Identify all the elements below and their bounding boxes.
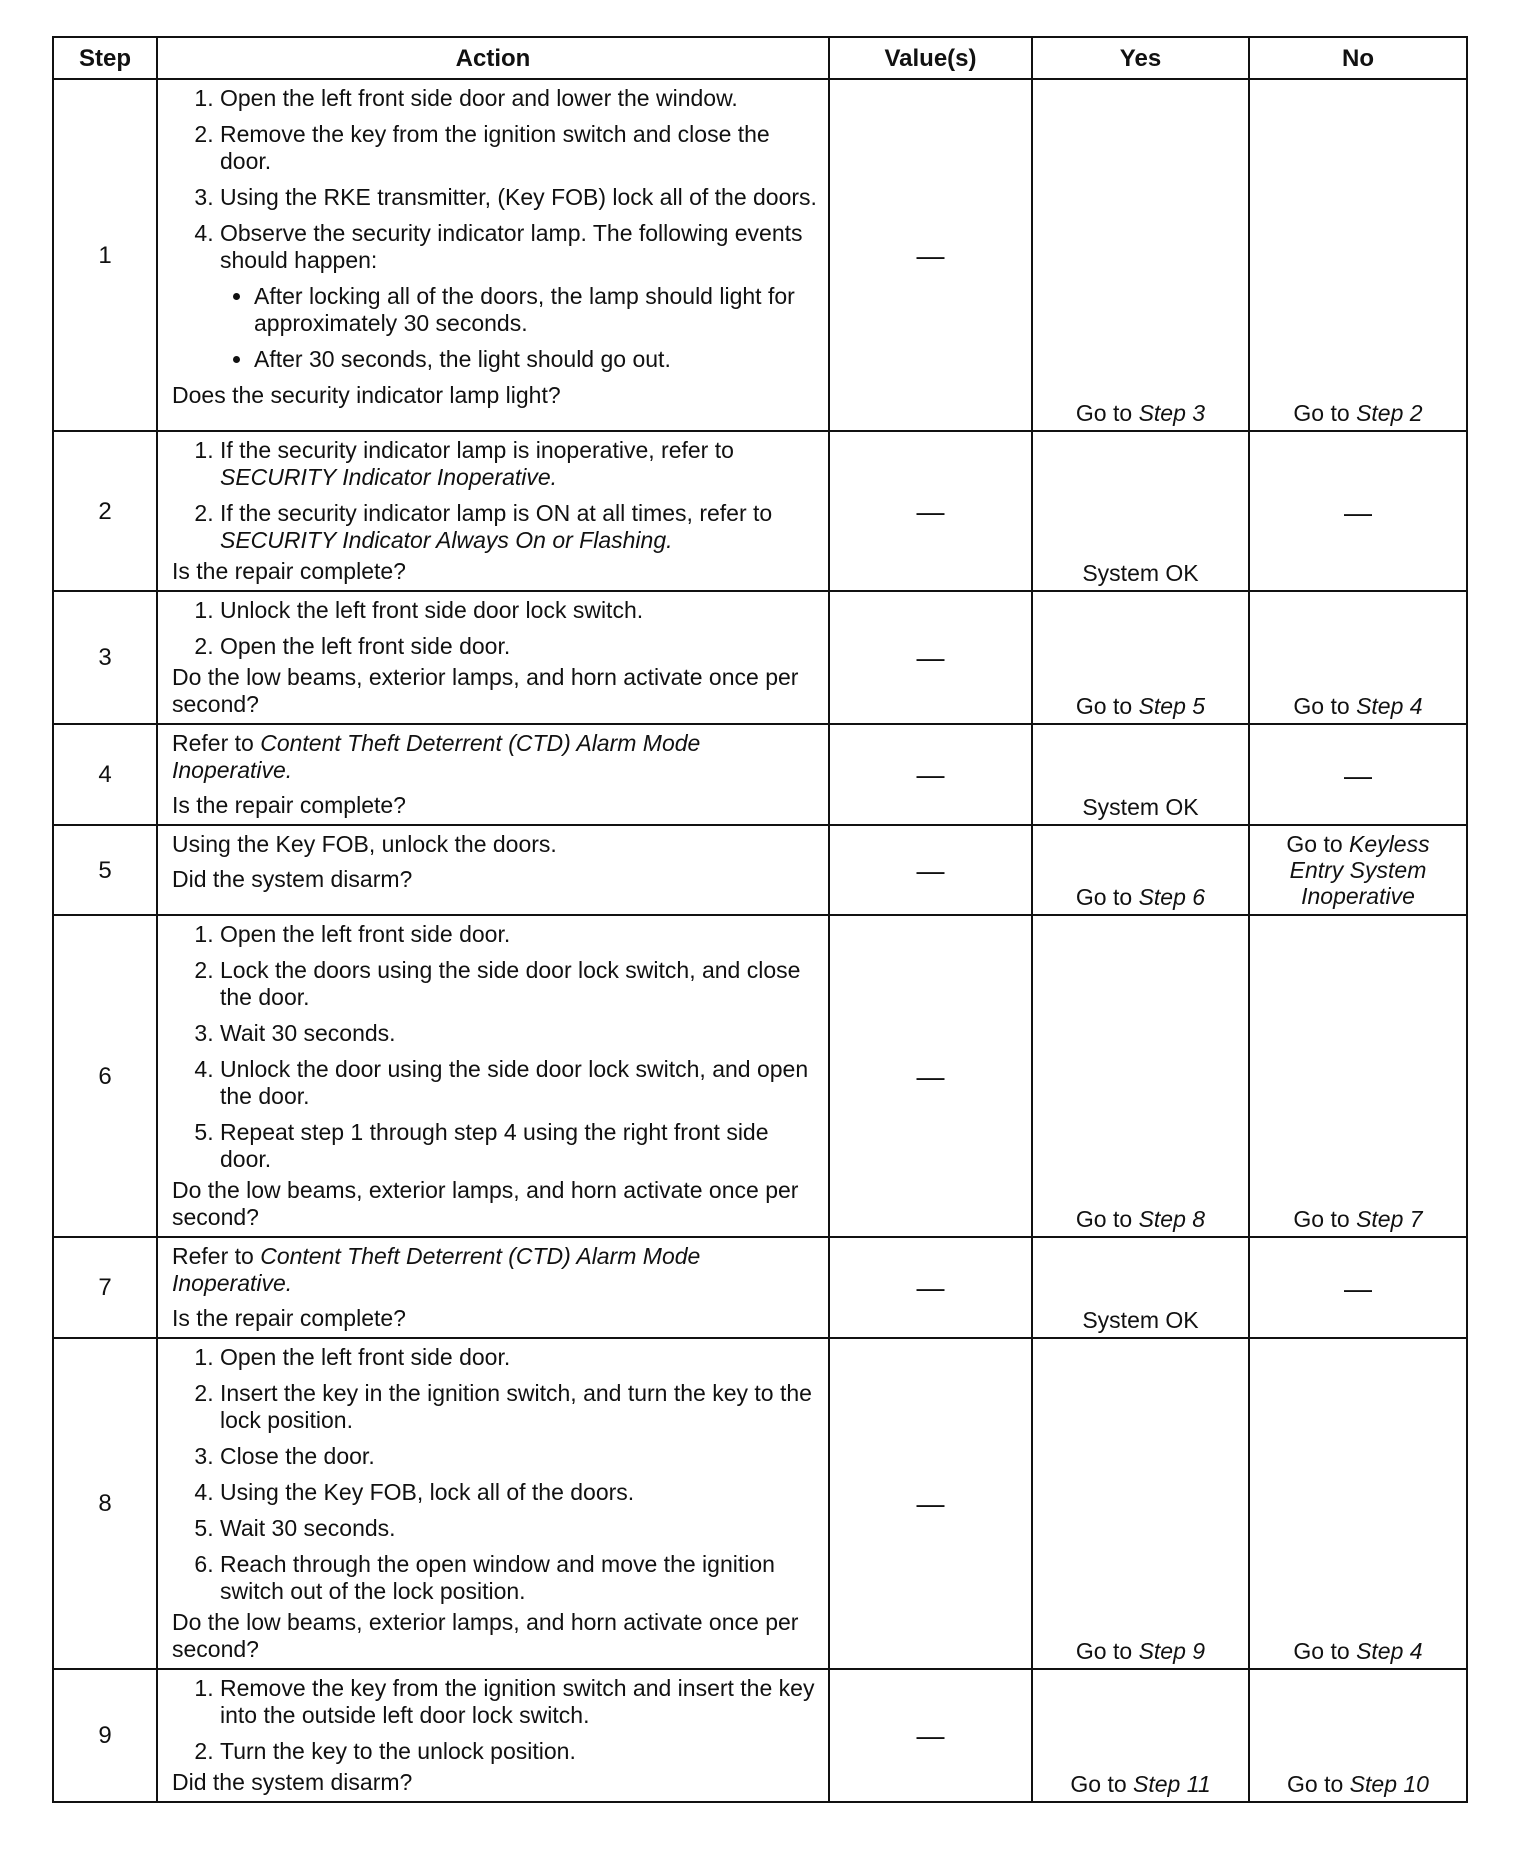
value-dash: — [829, 1237, 1032, 1338]
header-no: No [1249, 37, 1467, 79]
table-row [53, 915, 1467, 1237]
table-row [53, 1338, 1467, 1669]
action-cell [157, 1669, 829, 1802]
no-cell [1249, 1669, 1467, 1802]
list-item: 5. Repeat step 1 through step 4 using the right front side door. [220, 1119, 818, 1173]
diagnostic-table [52, 36, 1468, 1803]
table-row [53, 591, 1467, 724]
no-prefix: Go to [1286, 831, 1350, 857]
action-question: Do the low beams, exterior lamps, and horn activate once per second? [172, 664, 799, 717]
value-dash: — [829, 724, 1032, 825]
yes-cell: System OK [1032, 1237, 1249, 1338]
action-list [172, 1344, 818, 1605]
yes-cell: System OK [1032, 724, 1249, 825]
no-reference-link[interactable]: Keyless Entry System Inoperative [1289, 831, 1430, 909]
step-number: 7 [53, 1237, 157, 1338]
list-item: 1. Remove the key from the ignition switch and insert the key into the outside left door lock switch. [220, 1675, 818, 1729]
list-item: 3. Wait 30 seconds. [220, 1020, 818, 1047]
step-number: 1 [53, 79, 157, 431]
refer-prefix: Refer to [172, 1243, 261, 1269]
action-cell [157, 724, 829, 825]
step-number: 4 [53, 724, 157, 825]
reference-link[interactable]: SECURITY Indicator Inoperative. [220, 464, 558, 490]
list-item: 3. Close the door. [220, 1443, 818, 1470]
list-item: 2. Open the left front side door. [220, 633, 818, 660]
action-cell [157, 591, 829, 724]
list-item: 1. Unlock the left front side door lock switch. [220, 597, 818, 624]
refer-text [172, 1243, 818, 1297]
list-item: 1. Open the left front side door and lower the window. [220, 85, 818, 112]
table-row [53, 79, 1467, 431]
step-number: 8 [53, 1338, 157, 1669]
yes-step-link[interactable]: Step 9 [1138, 1638, 1206, 1664]
action-cell [157, 431, 829, 591]
no-cell [1249, 1338, 1467, 1669]
list-item-text: Observe the security indicator lamp. The following events should happen: [220, 220, 803, 273]
list-item [220, 220, 818, 373]
yes-prefix: Go to [1075, 884, 1139, 910]
list-item [220, 437, 818, 491]
refer-text [172, 730, 818, 784]
yes-prefix: Go to [1075, 1638, 1139, 1664]
no-prefix: Go to [1287, 1771, 1350, 1797]
value-dash: — [829, 431, 1032, 591]
list-item: 5. Wait 30 seconds. [220, 1515, 818, 1542]
list-item-text: If the security indicator lamp is inoperative, refer to [220, 437, 734, 463]
action-cell [157, 915, 829, 1237]
value-dash: — [829, 1338, 1032, 1669]
yes-cell [1032, 825, 1249, 915]
reference-link[interactable]: Content Theft Deterrent (CTD) Alarm Mode Inoperative. [172, 730, 701, 783]
header-values: Value(s) [829, 37, 1032, 79]
no-step-link[interactable]: Step 4 [1356, 1638, 1423, 1664]
action-list [172, 1675, 818, 1765]
value-dash: — [829, 915, 1032, 1237]
no-step-link[interactable]: Step 7 [1356, 1206, 1423, 1232]
no-cell [1249, 825, 1467, 915]
action-question: Do the low beams, exterior lamps, and horn activate once per second? [172, 1177, 799, 1230]
action-question: Is the repair complete? [172, 792, 406, 818]
yes-prefix: Go to [1075, 1206, 1139, 1232]
table-header-row [53, 37, 1467, 79]
list-item: 4. Using the Key FOB, lock all of the doors. [220, 1479, 818, 1506]
yes-step-link[interactable]: Step 8 [1138, 1206, 1206, 1232]
yes-cell: System OK [1032, 431, 1249, 591]
yes-cell [1032, 1669, 1249, 1802]
list-item: 2. Remove the key from the ignition switch and close the door. [220, 121, 818, 175]
list-item: 4. Unlock the door using the side door lock switch, and open the door. [220, 1056, 818, 1110]
table-row [53, 1669, 1467, 1802]
action-question: Does the security indicator lamp light? [172, 382, 561, 408]
no-cell [1249, 79, 1467, 431]
diagnostic-table-container [52, 36, 1466, 1803]
action-list [172, 597, 818, 660]
action-cell [157, 825, 829, 915]
list-item: 2. Lock the doors using the side door lock switch, and close the door. [220, 957, 818, 1011]
bullet-list [220, 283, 818, 373]
action-cell [157, 79, 829, 431]
refer-prefix: Refer to [172, 730, 261, 756]
action-question: Did the system disarm? [172, 1769, 413, 1795]
table-row [53, 1237, 1467, 1338]
action-cell [157, 1237, 829, 1338]
bullet-item: • After 30 seconds, the light should go out. [254, 346, 818, 373]
list-item: 1. Open the left front side door. [220, 921, 818, 948]
list-item [220, 500, 818, 554]
header-step: Step [53, 37, 157, 79]
value-dash: — [829, 1669, 1032, 1802]
table-row [53, 431, 1467, 591]
action-list [172, 921, 818, 1173]
header-yes: Yes [1032, 37, 1249, 79]
yes-cell [1032, 591, 1249, 724]
value-dash: — [829, 79, 1032, 431]
list-item: 2. Insert the key in the ignition switch, and turn the key to the lock position. [220, 1380, 818, 1434]
yes-step-link[interactable]: Step 3 [1138, 400, 1206, 426]
no-step-link[interactable]: Step 10 [1349, 1771, 1429, 1797]
no-prefix: Go to [1293, 693, 1357, 719]
step-number: 3 [53, 591, 157, 724]
no-step-link[interactable]: Step 4 [1356, 693, 1423, 719]
yes-cell [1032, 915, 1249, 1237]
step-number: 2 [53, 431, 157, 591]
list-item: 2. Turn the key to the unlock position. [220, 1738, 818, 1765]
step-number: 9 [53, 1669, 157, 1802]
value-dash: — [829, 591, 1032, 724]
action-list [172, 85, 818, 373]
step-number: 5 [53, 825, 157, 915]
yes-step-link[interactable]: Step 6 [1138, 884, 1206, 910]
action-text: Using the Key FOB, unlock the doors. [172, 831, 557, 857]
no-prefix: Go to [1293, 400, 1357, 426]
reference-link[interactable]: Content Theft Deterrent (CTD) Alarm Mode Inoperative. [172, 1243, 701, 1296]
no-cell [1249, 915, 1467, 1237]
no-prefix: Go to [1293, 1206, 1357, 1232]
no-dash: — [1249, 1237, 1467, 1338]
yes-step-link[interactable]: Step 11 [1133, 1771, 1211, 1797]
action-cell [157, 1338, 829, 1669]
yes-step-link[interactable]: Step 5 [1138, 693, 1206, 719]
action-question: Is the repair complete? [172, 1305, 406, 1331]
yes-prefix: Go to [1075, 693, 1139, 719]
header-action: Action [157, 37, 829, 79]
table-row [53, 724, 1467, 825]
action-list [172, 437, 818, 554]
no-prefix: Go to [1293, 1638, 1357, 1664]
yes-cell [1032, 1338, 1249, 1669]
step-number: 6 [53, 915, 157, 1237]
value-dash: — [829, 825, 1032, 915]
list-item: 1. Open the left front side door. [220, 1344, 818, 1371]
reference-link[interactable]: SECURITY Indicator Always On or Flashing. [220, 527, 673, 553]
list-item: 6. Reach through the open window and move the ignition switch out of the lock position. [220, 1551, 818, 1605]
yes-cell [1032, 79, 1249, 431]
action-question: Did the system disarm? [172, 866, 413, 892]
action-question: Is the repair complete? [172, 558, 406, 584]
list-item-text: If the security indicator lamp is ON at all times, refer to [220, 500, 773, 526]
no-dash: — [1249, 724, 1467, 825]
yes-prefix: Go to [1075, 400, 1139, 426]
no-cell [1249, 591, 1467, 724]
action-question: Do the low beams, exterior lamps, and horn activate once per second? [172, 1609, 799, 1662]
yes-prefix: Go to [1070, 1771, 1134, 1797]
no-step-link[interactable]: Step 2 [1356, 400, 1423, 426]
table-row [53, 825, 1467, 915]
list-item: 3. Using the RKE transmitter, (Key FOB) lock all of the doors. [220, 184, 818, 211]
no-dash: — [1249, 431, 1467, 591]
bullet-item: • After locking all of the doors, the lamp should light for approximately 30 seconds. [254, 283, 818, 337]
